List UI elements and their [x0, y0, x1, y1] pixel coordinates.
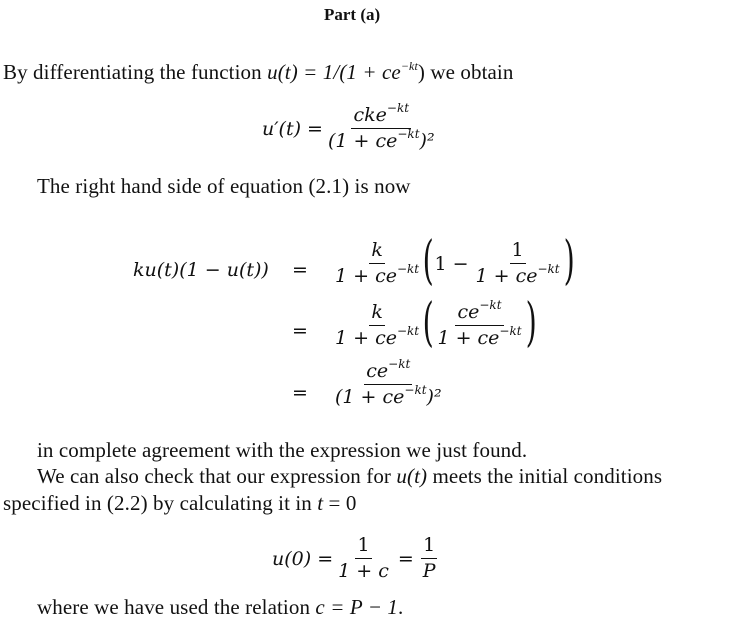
- initial-lhs: u(0) =: [272, 547, 334, 570]
- line3-num: ce: [366, 360, 389, 382]
- derivative-den-tail: )²: [419, 129, 435, 152]
- closing-suffix: .: [397, 595, 404, 619]
- derivative-den: (1 + ce: [327, 129, 398, 152]
- aligned-eq-3: =: [292, 382, 308, 404]
- line2-frac2-num: ce: [457, 301, 480, 324]
- line1-frac2-den-exp: −kt: [537, 262, 560, 276]
- derivative-num-exp: −kt: [386, 101, 410, 115]
- line1-open-paren: (: [422, 231, 434, 291]
- line1-close-paren: ): [563, 231, 575, 291]
- derivative-fraction: [326, 101, 437, 152]
- derivative-den-exp: −kt: [397, 126, 420, 141]
- initial-frac1-num: 1: [355, 536, 371, 559]
- intro-sentence: [3, 60, 513, 85]
- derivative-lhs: u′(t) =: [262, 117, 323, 140]
- line2-close-paren: ): [525, 293, 537, 353]
- aligned-line-1: [330, 231, 575, 291]
- line3-den-exp: −kt: [404, 382, 427, 397]
- line2-frac1-den-exp: −kt: [396, 324, 420, 338]
- line1-frac2-num: 1: [510, 241, 526, 264]
- initial-frac1-den: 1 + c: [338, 559, 389, 582]
- check-line1-var: u(t): [396, 464, 428, 488]
- initial-condition-equation: [272, 536, 441, 582]
- intro-prefix: By differentiating the function: [3, 60, 268, 84]
- line1-frac1-den-exp: −kt: [396, 262, 420, 276]
- line3-den-tail: )²: [426, 385, 442, 408]
- initial-frac2-num: 1: [421, 536, 437, 559]
- line1-frac1-num: k: [369, 241, 385, 264]
- derivative-equation: [262, 101, 440, 152]
- closing-relation: c = P − 1: [315, 595, 398, 619]
- initial-frac2-den: P: [422, 559, 436, 582]
- intro-suffix: we obtain: [424, 60, 514, 84]
- aligned-eq-1: =: [292, 259, 308, 281]
- initial-eq: =: [397, 547, 414, 570]
- line3-den: (1 + ce: [335, 385, 405, 408]
- agreement-sentence: in complete agreement with the expression we just found.: [37, 438, 528, 462]
- check-line1-suffix: meets the initial conditions: [427, 464, 663, 488]
- closing-sentence: [37, 595, 403, 620]
- check-line-1: [37, 464, 662, 489]
- line1-one-minus: 1 −: [434, 253, 469, 275]
- intro-function: u(t) = 1/(1 + ce: [267, 60, 401, 84]
- check-line-2: [3, 491, 356, 516]
- check-line1-prefix: We can also check that our expression for: [37, 464, 397, 488]
- intro-function-exponent: −kt: [400, 59, 418, 73]
- aligned-line-3: [330, 357, 447, 408]
- line2-frac2-den: 1 + ce: [437, 327, 500, 349]
- line1-frac2-den: 1 + ce: [475, 265, 538, 287]
- line2-frac2-num-exp: −kt: [479, 298, 502, 313]
- intro-function-tail: ): [417, 60, 425, 84]
- aligned-eq-2: =: [292, 320, 308, 342]
- line2-frac1-num: k: [369, 303, 385, 326]
- closing-prefix: where we have used the relation: [37, 595, 316, 619]
- derivative-num: cke: [353, 104, 387, 126]
- line2-open-paren: (: [422, 293, 434, 353]
- line2-frac2-den-exp: −kt: [499, 324, 522, 338]
- line3-num-exp: −kt: [388, 357, 411, 371]
- check-line2-suffix: = 0: [323, 491, 357, 515]
- aligned-lhs: ku(t)(1 − u(t)): [133, 259, 269, 281]
- aligned-line-2: [330, 293, 537, 353]
- section-heading: Part (a): [324, 5, 381, 24]
- check-line2-prefix: specified in (2.2) by calculating it in: [3, 491, 318, 515]
- rhs-sentence: The right hand side of equation (2.1) is now: [37, 174, 411, 198]
- line1-frac1-den: 1 + ce: [335, 265, 397, 287]
- line2-frac1-den: 1 + ce: [335, 327, 397, 349]
- check-line2-var: t: [317, 491, 324, 515]
